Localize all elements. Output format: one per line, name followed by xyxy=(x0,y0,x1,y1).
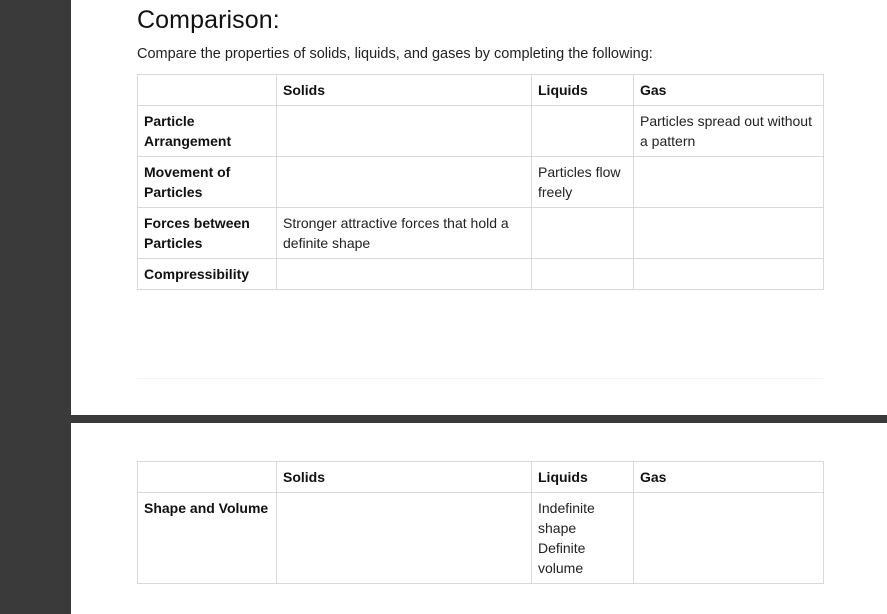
row-label[interactable]: Forces between Particles xyxy=(138,208,277,259)
cell-gas[interactable] xyxy=(634,259,824,290)
header-cell-empty[interactable] xyxy=(138,75,277,106)
header-cell-solids[interactable]: Solids xyxy=(277,462,532,493)
header-cell-liquids[interactable]: Liquids xyxy=(532,462,634,493)
table-row-shape-and-volume xyxy=(138,493,824,584)
table-row-particle-arrangement xyxy=(138,106,824,157)
comparison-table xyxy=(137,74,824,290)
cell-solids[interactable]: Stronger attractive forces that hold a definite shape xyxy=(277,208,532,259)
cell-solids[interactable] xyxy=(277,106,532,157)
header-cell-gas[interactable]: Gas xyxy=(634,75,824,106)
left-sidebar xyxy=(0,0,71,614)
table-header-row xyxy=(138,75,824,106)
cell-gas[interactable] xyxy=(634,157,824,208)
cell-liquids[interactable] xyxy=(532,208,634,259)
instructions-text: Compare the properties of solids, liquids, and gases by completing the following: xyxy=(137,46,653,62)
cell-solids[interactable] xyxy=(277,259,532,290)
cell-solids[interactable] xyxy=(277,157,532,208)
cell-liquids[interactable] xyxy=(532,106,634,157)
table-row-forces-between-particles xyxy=(138,208,824,259)
cell-gas[interactable] xyxy=(634,493,824,584)
table-row-movement-of-particles xyxy=(138,157,824,208)
cell-liquids[interactable]: Indefinite shape Definite volume xyxy=(532,493,634,584)
row-label[interactable]: Movement of Particles xyxy=(138,157,277,208)
table-row-compressibility xyxy=(138,259,824,290)
table-header-row xyxy=(138,462,824,493)
header-cell-solids[interactable]: Solids xyxy=(277,75,532,106)
header-cell-empty[interactable] xyxy=(138,462,277,493)
row-label[interactable]: Compressibility xyxy=(138,259,277,290)
header-cell-gas[interactable]: Gas xyxy=(634,462,824,493)
shape-volume-table xyxy=(137,461,824,584)
row-label[interactable]: Particle Arrangement xyxy=(138,106,277,157)
page-heading: Comparison: xyxy=(137,6,280,34)
page-break-divider xyxy=(71,415,887,423)
row-label[interactable]: Shape and Volume xyxy=(138,493,277,584)
cell-gas[interactable]: Particles spread out without a pattern xyxy=(634,106,824,157)
cell-gas[interactable] xyxy=(634,208,824,259)
cell-solids[interactable] xyxy=(277,493,532,584)
header-cell-liquids[interactable]: Liquids xyxy=(532,75,634,106)
cell-liquids[interactable]: Particles flow freely xyxy=(532,157,634,208)
page-bottom-rule xyxy=(137,378,823,379)
cell-liquids[interactable] xyxy=(532,259,634,290)
